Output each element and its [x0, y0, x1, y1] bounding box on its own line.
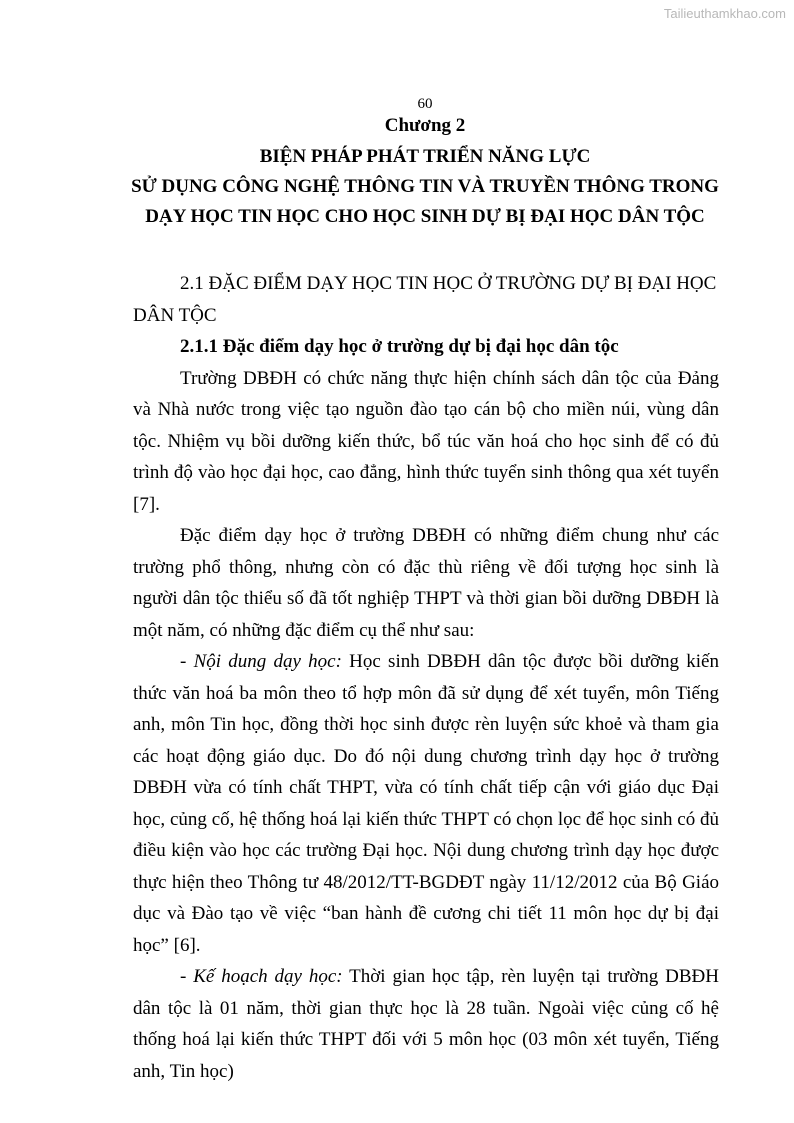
- paragraph-3-text: Học sinh DBĐH dân tộc được bồi dưỡng kiến thức văn hoá ba môn theo tổ hợp môn đã sử dụng để xét tuyển, môn Tiếng anh, môn Tin học, đồng thời học sinh được rèn luyện sức khoẻ và tham gia các hoạt động giáo dục. Do đó nội dung chương trình dạy học ở trường DBĐH vừa có tính chất THPT, vừa có tính chất tiếp cận với giáo dục Đại học, củng cố, hệ thống hoá lại kiến thức THPT có chọn lọc để học sinh có đủ điều kiện vào học các trường Đại học. Nội dung chương trình dạy học được thực hiện theo Thông tư 48/2012/TT-BGDĐT ngày 11/12/2012 của Bộ Giáo dục và Đào tạo về việc “ban hành đề cương chi tiết 11 môn học dự bị đại học” [6].: [133, 651, 719, 956]
- chapter-title-line-1: BIỆN PHÁP PHÁT TRIỂN NĂNG LỰC: [259, 146, 591, 167]
- paragraph-4: [133, 961, 719, 1087]
- page-number: 60: [417, 96, 433, 112]
- paragraph-4-text: Thời gian học tập, rèn luyện tại trường DBĐH dân tộc là 01 năm, thời gian thực học là 28 tuần. Ngoài việc củng cố hệ thống hoá lại kiến thức THPT đối với 5 môn học (03 môn xét tuyển, Tiếng anh, Tin học): [133, 966, 719, 1082]
- paragraph-3: [133, 646, 719, 961]
- chapter-title-line-2: SỬ DỤNG CÔNG NGHỆ THÔNG TIN VÀ TRUYỀN THÔNG TRONG: [131, 176, 719, 197]
- document-body: [133, 268, 719, 1087]
- watermark: Tailieuthamkhao.com: [663, 6, 786, 21]
- chapter-label: Chương 2: [384, 115, 466, 136]
- paragraph-2: Đặc điểm dạy học ở trường DBĐH có những điểm chung như các trường phổ thông, nhưng còn có đặc thù riêng về đối tượng học sinh là người dân tộc thiểu số đã tốt nghiệp THPT và thời gian bồi dưỡng DBĐH là một năm, có những đặc điểm cụ thể như sau:: [133, 525, 719, 641]
- paragraph-3-label: - Nội dung dạy học:: [180, 651, 342, 672]
- chapter-title-line-3: DẠY HỌC TIN HỌC CHO HỌC SINH DỰ BỊ ĐẠI HỌC DÂN TỘC: [145, 206, 705, 227]
- section-heading-line-2: DÂN TỘC: [133, 304, 217, 326]
- paragraph-4-label: - Kế hoạch dạy học:: [180, 966, 343, 987]
- section-heading-line-1: 2.1 ĐẶC ĐIỂM DẠY HỌC TIN HỌC Ở TRƯỜNG DỰ BỊ ĐẠI HỌC: [180, 273, 717, 294]
- subsection-heading: 2.1.1 Đặc điểm dạy học ở trường dự bị đại học dân tộc: [180, 336, 619, 357]
- paragraph-1: Trường DBĐH có chức năng thực hiện chính sách dân tộc của Đảng và Nhà nước trong việc tạo nguồn đào tạo cán bộ cho miền núi, vùng dân tộc. Nhiệm vụ bồi dưỡng kiến thức, bổ túc văn hoá cho học sinh để có đủ trình độ vào học đại học, cao đẳng, hình thức tuyển sinh thông qua xét tuyển [7].: [133, 367, 719, 515]
